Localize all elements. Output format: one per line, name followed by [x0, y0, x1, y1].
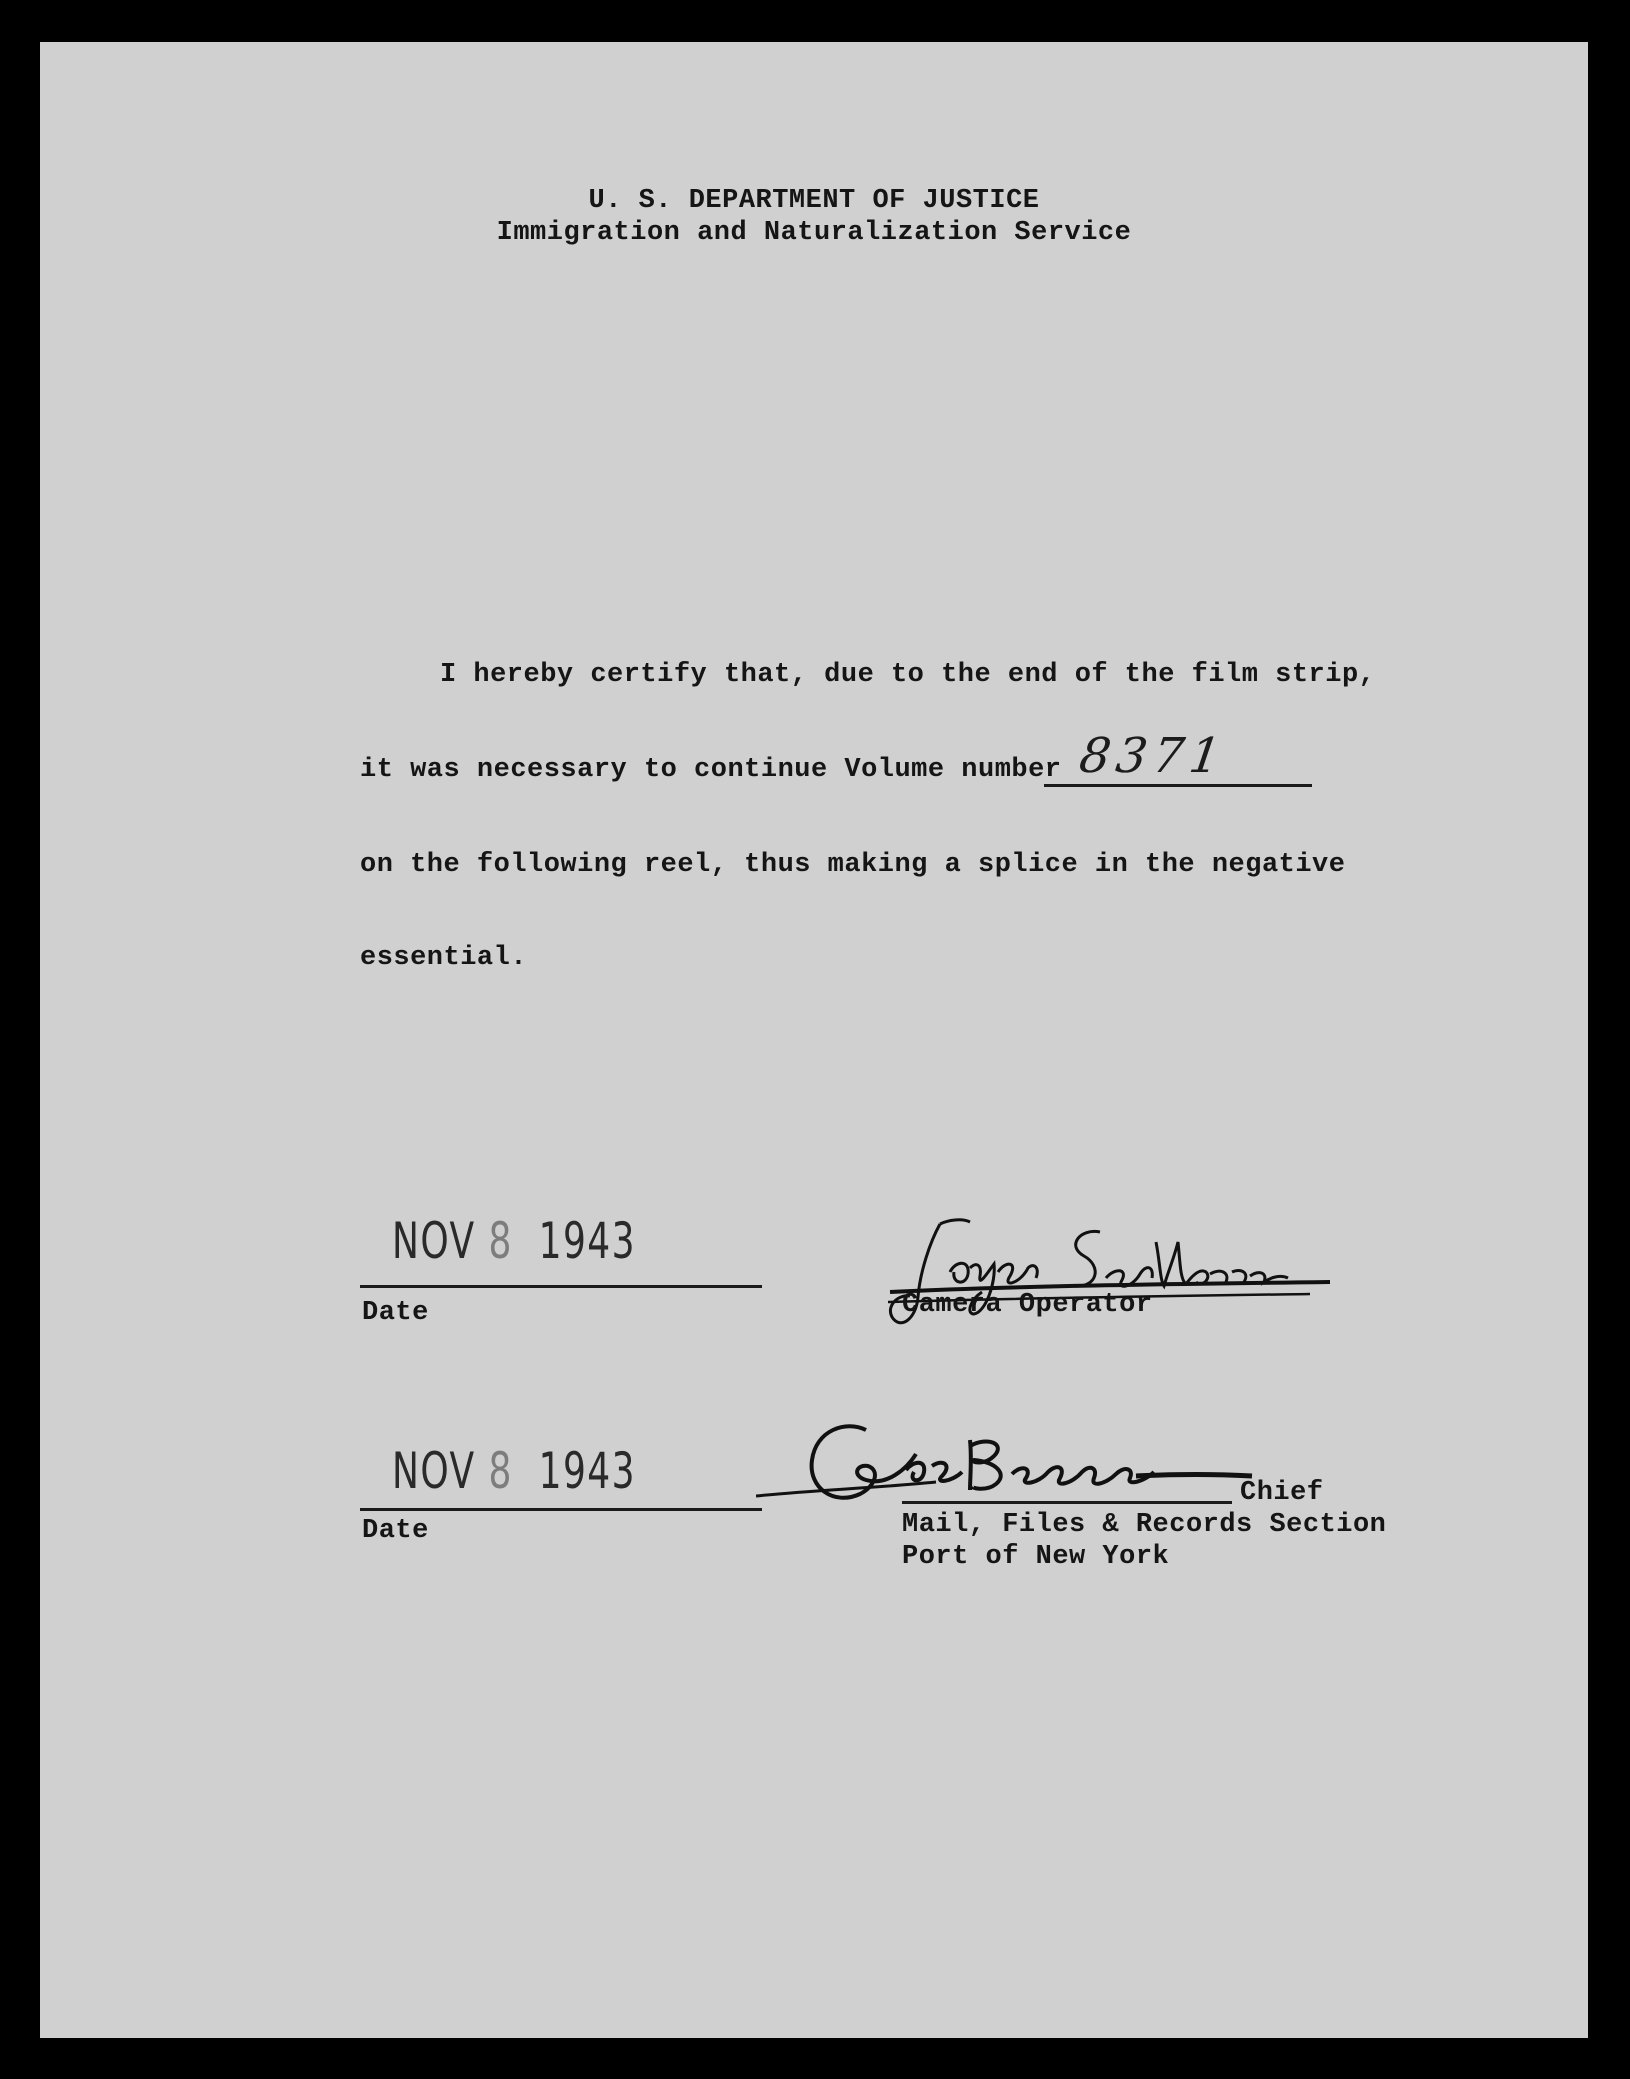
operator-date-stamp — [392, 1212, 636, 1270]
chief-date-line — [360, 1508, 762, 1511]
certificate-line-4: essential. — [360, 943, 528, 973]
operator-date-line — [360, 1285, 762, 1288]
stamp-year: 1943 — [538, 1442, 636, 1500]
stamp-day: 8 — [488, 1442, 513, 1500]
office-line-1: Mail, Files & Records Section — [902, 1510, 1387, 1540]
volume-number-handwritten: 8371 — [1076, 728, 1231, 784]
chief-title-label: Chief — [1240, 1478, 1324, 1508]
document-page — [40, 42, 1588, 2038]
stamp-year: 1943 — [538, 1212, 636, 1270]
header-department: U. S. DEPARTMENT OF JUSTICE — [588, 186, 1040, 216]
office-line-2: Port of New York — [902, 1542, 1170, 1572]
certificate-line-3: on the following reel, thus making a splice in the negative — [360, 850, 1346, 880]
operator-date-label: Date — [362, 1298, 429, 1328]
chief-date-stamp — [392, 1442, 636, 1500]
camera-operator-label: Camera Operator — [902, 1290, 1153, 1320]
header-service: Immigration and Naturalization Service — [496, 218, 1132, 248]
certificate-line-2: it was necessary to continue Volume number — [360, 755, 1062, 785]
volume-number-blank-line — [1044, 784, 1312, 787]
stamp-month: NOV — [392, 1442, 476, 1500]
certificate-line-1: I hereby certify that, due to the end of the film strip, — [440, 660, 1376, 690]
chief-signature-line — [902, 1501, 1232, 1504]
chief-date-label: Date — [362, 1516, 429, 1546]
stamp-day: 8 — [488, 1212, 513, 1270]
stamp-month: NOV — [392, 1212, 476, 1270]
